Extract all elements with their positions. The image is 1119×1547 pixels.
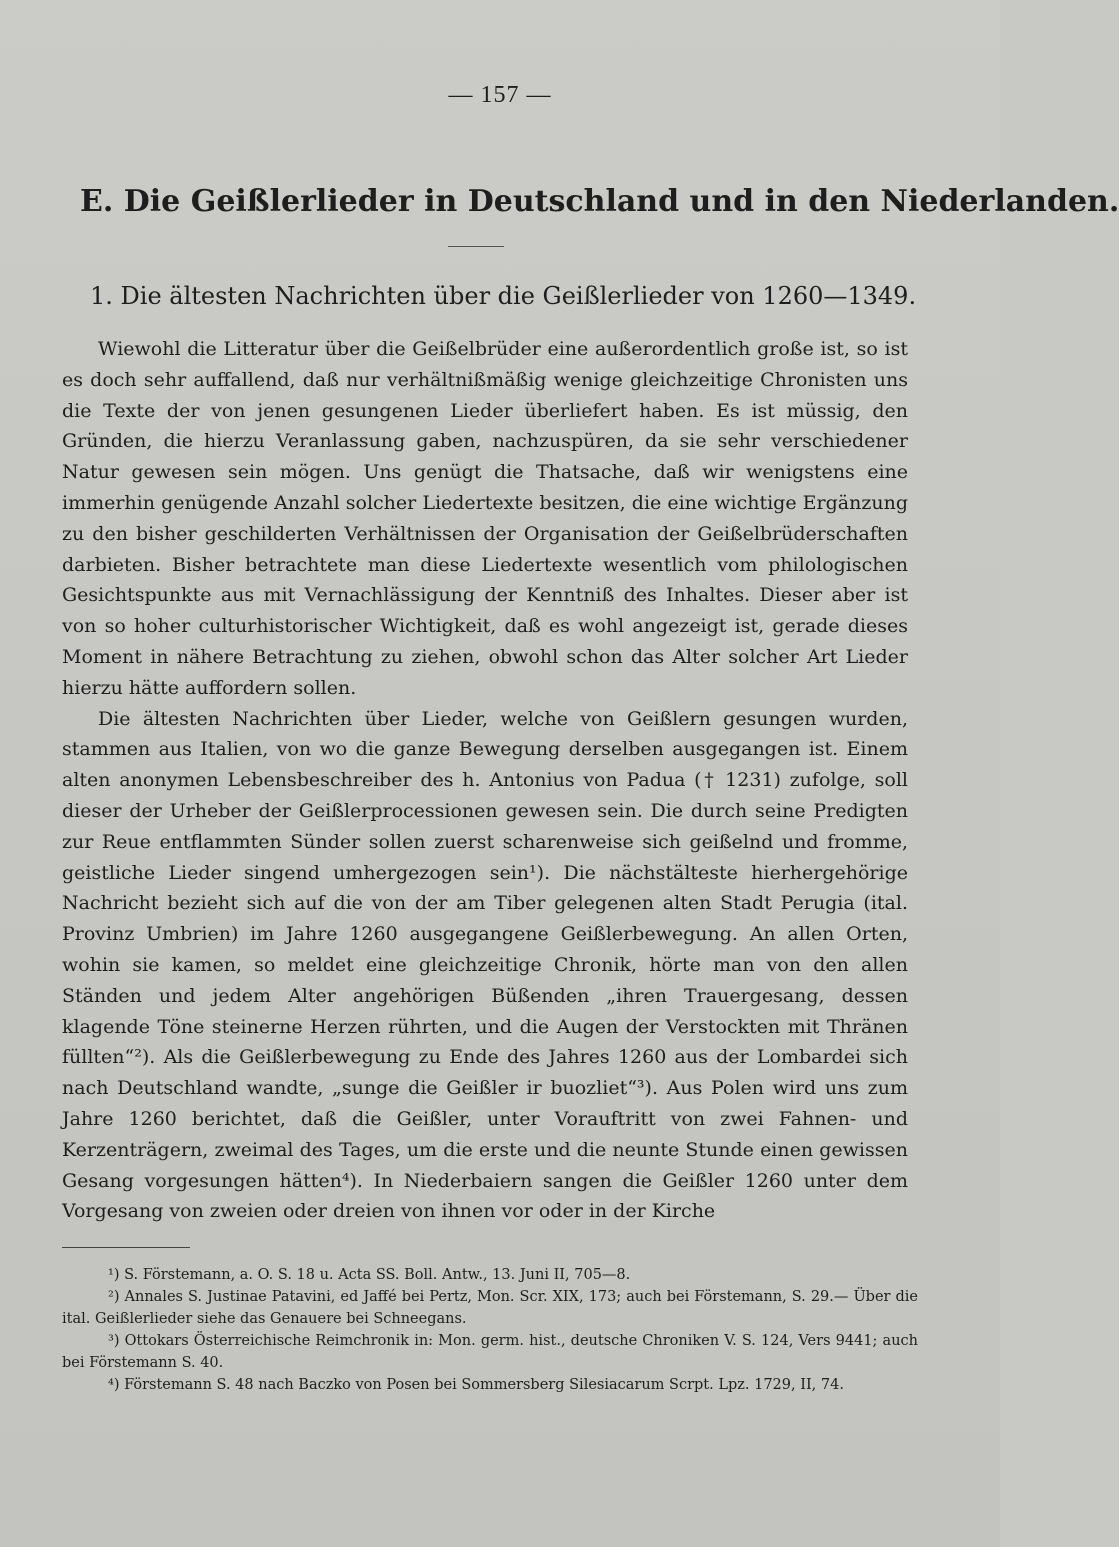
paragraph-2: Die ältesten Nachrichten über Lieder, welche von Geißlern gesungen wurden, stammen aus Italien, von wo die ganze Bewegung derselben ausgegangen ist. Einem alten anonymen Lebensbeschreiber des h. Antonius von Padua († 1231) zufolge, soll dieser der Urheber der Geißlerprocessionen gewesen sein. Die durch seine Predigten zur Reue entflammten Sünder sollen zuerst scharenweise sich geißelnd und fromme, geistliche Lieder singend umhergezogen sein¹). Die nächstälteste hierhergehörige Nachricht bezieht sich auf die von der am Tiber gelegenen alten Stadt Perugia (ital. Provinz Umbrien) im Jahre 1260 ausgegangene Geißlerbewegung. An allen Orten, wohin sie kamen, so meldet eine gleichzeitige Chronik, hörte man von den allen Ständen und jedem Alter angehörigen Büßenden „ihren Trauergesang, dessen klagende Töne steinerne Herzen rührten, und die Augen der Verstockten mit Thränen füllten“²). Als die Geißlerbewegung zu Ende des Jahres 1260 aus der Lombardei sich nach Deutschland wandte, „sunge die Geißler ir buozliet“³). Aus Polen wird uns zum Jahre 1260 berichtet, daß die Geißler, unter Vorauftritt von zwei Fahnen- und Kerzenträgern, zweimal des Tages, um die erste und die neunte Stunde einen gewissen Gesang vorgesungen hätten⁴). In Niederbaiern sangen die Geißler 1260 unter dem Vorgesang von zweien oder dreien von ihnen vor oder in der Kirche xyxy=(62,707,908,1223)
body-text xyxy=(62,334,908,1227)
footnote-4: ⁴) Förstemann S. 48 nach Baczko von Posen bei Sommersberg Silesiacarum Scrpt. Lpz. 1729, II, 74. xyxy=(108,1377,844,1393)
footnote-3: ³) Ottokars Österreichische Reimchronik in: Mon. germ. hist., deutsche Chroniken V. S. 124, Vers 9441; auch bei Förstemann S. 40. xyxy=(62,1333,918,1371)
paragraph-1: Wiewohl die Litteratur über die Geißelbrüder eine außerordentlich große ist, so ist es doch sehr auffallend, daß nur verhältnißmäßig wenige gleichzeitige Chronisten uns die Texte der von jenen gesungenen Lieder überliefert haben. Es ist müssig, den Gründen, die hierzu Veranlassung gaben, nachzuspüren, da sie sehr verschiedener Natur gewesen sein mögen. Uns genügt die Thatsache, daß wir wenigstens eine immerhin genügende Anzahl solcher Liedertexte besitzen, die eine wichtige Ergänzung zu den bisher geschilderten Verhältnissen der Organisation der Geißelbrüderschaften darbieten. Bisher betrachtete man diese Liedertexte wesentlich vom philologischen Gesichtspunkte aus mit Vernachlässigung der Kenntniß des Inhaltes. Dieser aber ist von so hoher culturhistorischer Wichtigkeit, daß es wohl angezeigt ist, gerade dieses Moment in nähere Betrachtung zu ziehen, obwohl schon das Alter solcher Art Lieder hierzu hätte auffordern sollen. xyxy=(62,338,908,699)
section-title: E. Die Geißlerlieder in Deutschland und in den Niederlanden. xyxy=(80,184,1119,219)
footnotes xyxy=(62,1264,918,1396)
footnote-2: ²) Annales S. Justinae Patavini, ed Jaffé bei Pertz, Mon. Scr. XIX, 173; auch bei Förstemann, S. 29.— Über die ital. Geißlerlieder siehe das Genauere bei Schneegans. xyxy=(62,1289,918,1327)
page-number: — 157 — xyxy=(448,82,552,108)
footnote-1: ¹) S. Förstemann, a. O. S. 18 u. Acta SS. Boll. Antw., 13. Juni II, 705—8. xyxy=(108,1267,631,1283)
title-divider xyxy=(448,246,504,247)
subsection-title: 1. Die ältesten Nachrichten über die Geißlerlieder von 1260—1349. xyxy=(90,282,917,310)
footnote-divider xyxy=(62,1247,190,1248)
